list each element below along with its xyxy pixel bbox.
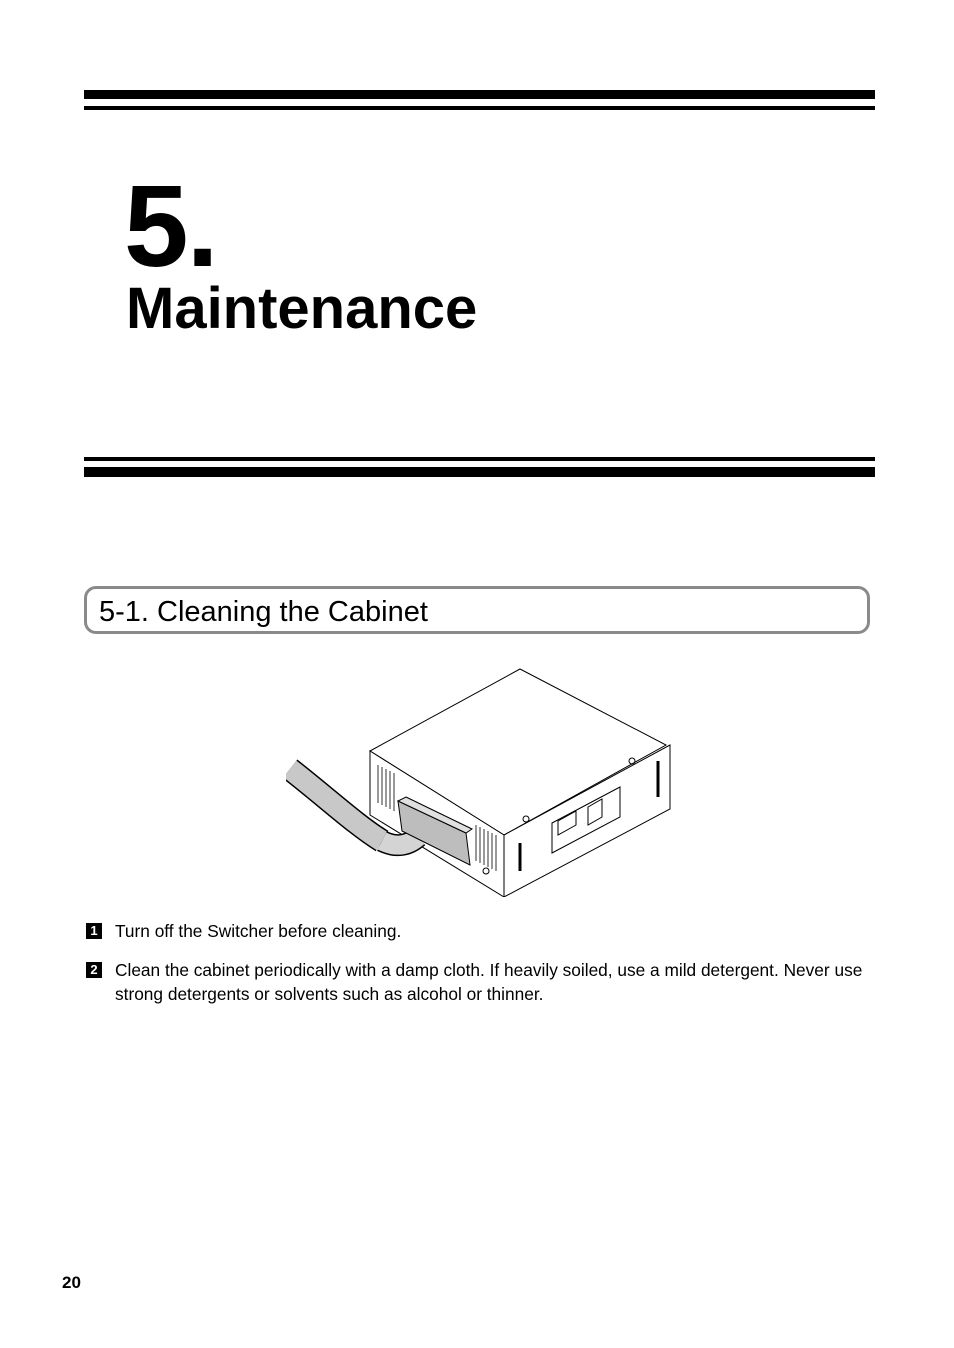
step-text: Turn off the Switcher before cleaning. <box>115 921 402 941</box>
top-rule-thin <box>84 106 875 110</box>
page-number: 20 <box>62 1273 81 1292</box>
bottom-rule-thick <box>84 467 875 477</box>
section-heading-box <box>84 586 870 634</box>
step-number-badge: 1 <box>86 923 102 939</box>
vacuum-cleaning-switcher-illustration <box>286 665 676 897</box>
chapter-number: 5. <box>124 161 217 291</box>
step-item <box>84 958 879 1006</box>
step-text: Clean the cabinet periodically with a damp cloth. If heavily soiled, use a mild detergent. Never use strong detergents or solvents such as alcohol or thinner. <box>115 960 863 1004</box>
top-rule-thick <box>84 90 875 99</box>
step-item <box>84 919 879 943</box>
section-title: 5-1. Cleaning the Cabinet <box>99 596 428 628</box>
chapter-title: Maintenance <box>126 276 478 341</box>
step-number-badge: 2 <box>86 962 102 978</box>
bottom-rule-thin <box>84 457 875 461</box>
